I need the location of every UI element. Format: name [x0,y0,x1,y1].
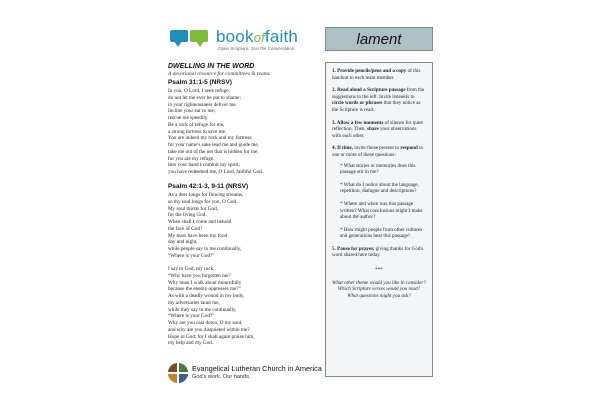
verse-line: When shall I come and behold [168,219,232,225]
verse-line: a strong fortress to save me. [168,128,227,135]
step-2: 2. Read aloud a Scripture passage from the suggestions to the left. Invite listeners to circle words or phrases that they notice as the Scripture is read. [332,87,425,113]
page-title: DWELLING IN THE WORD [168,63,255,70]
theme-banner [325,27,433,51]
brand-name: bookoffaith [216,27,299,46]
verse-line: Why are you cast down, O my soul, [168,320,243,326]
verse-line: so my soul longs for you, O God. [168,198,238,205]
question-item: * Where and when was this passage written? What conclusions might I make about the author? [340,200,423,221]
verse-line: Hope in God; for I shall again praise him, [168,333,255,340]
question-item: * What do I notice about the language, repetition, dialogue and descriptions? [340,181,419,195]
step-5: 5. Pause for prayer, giving thanks for God's word shared here today. [332,245,424,259]
psalm-31-title: Psalm 31:1-5 (NRSV) [168,79,232,86]
verse-line: while they say to me continually, [168,306,237,313]
verse-line: My soul thirsts for God, [168,205,219,212]
speech-bubbles-icon [168,27,212,53]
verse-line: and why are you disquieted within me? [168,326,250,333]
step-3: 3. Allow a few moments of silence for quiet reflection. Then, share your observations with each other. [332,119,423,139]
question-item: * What stories or memories does this passage stir in me? [340,162,416,176]
verse-line: “Where is your God?” [168,313,215,320]
verse-line: for you are my refuge. [168,155,215,162]
verse-line: My tears have been my food [168,232,228,239]
psalm-42-stanza-2 [168,266,318,347]
elca-tagline: God's work. Our hands. [192,374,251,380]
verse-line: for the living God. [168,212,207,219]
verse-line: “Where is your God?” [168,252,215,259]
verse-line: my adversaries taunt me, [168,299,220,306]
book-of-faith-logo [168,27,318,55]
page-subtitle: A devotional resource for committees & teams [168,71,270,77]
verse-line: for your name's sake lead me and guide me, [168,142,259,148]
cross-icon [168,363,188,383]
brand-tagline: Open Scripture. Join the Conversation. [218,46,296,51]
verse-line: the face of God? [168,225,203,232]
elca-name: Evangelical Lutheran Church in America [192,364,322,373]
verse-line: my help and my God. [168,340,214,347]
elca-logo [168,362,328,386]
psalm-31-text [168,88,318,176]
verse-line: because the enemy oppresses me?” [168,286,241,293]
verse-line: Why must I walk about mournfully [168,279,242,286]
verse-line: As with a deadly wound in my body, [168,293,245,299]
verse-line: I say to God, my rock, [168,266,215,272]
step-4: 4. If time, invite those present to respond to one or more of these questions: * What stories or memories does this passage stir in me? * What do I notice about the language, repetition, dialogue and descriptions? * Where and when was this passage written? What conclusions might I make about the author? * How might people from other cultures and generations hear this passage? [332,145,426,240]
verse-line: you have redeemed me, O Lord, faithful God. [168,169,264,175]
verse-line: Into your hand I commit my spirit; [168,162,241,169]
theme-label: lament [356,30,402,48]
step-1: 1. Provide pencils/pens and a copy of this handout to each team member. [332,68,421,81]
closing-questions: What other theme would you like to consider? Which Scripture verses would you read? What questions might you ask? [332,279,426,299]
verse-line: “Why have you forgotten me? [168,272,231,279]
psalm-42-title: Psalm 42:1-3, 9-11 (NRSV) [168,183,249,190]
verse-line: rescue me speedily. [168,115,209,121]
verse-line: do not let me ever be put to shame; [168,94,241,101]
verse-line: in your righteousness deliver me. [168,101,238,108]
verse-line: As a deer longs for flowing streams, [168,192,244,198]
question-item: * How might people from other cultures and generations hear this passage? [340,226,423,240]
verse-line: You are indeed my rock and my fortress; [168,135,253,142]
separator-stars: *** [375,267,383,274]
verse-line: Incline your ear to me; [168,108,216,115]
verse-line: day and night, [168,239,198,246]
verse-line: while people say to me continually, [168,246,242,252]
verse-line: In you, O Lord, I seek refuge; [168,88,230,94]
verse-line: Be a rock of refuge for me, [168,121,225,128]
instructions-box [325,62,433,377]
psalm-42-stanza-1 [168,192,318,260]
verse-line: take me out of the net that is hidden for me, [168,148,259,155]
